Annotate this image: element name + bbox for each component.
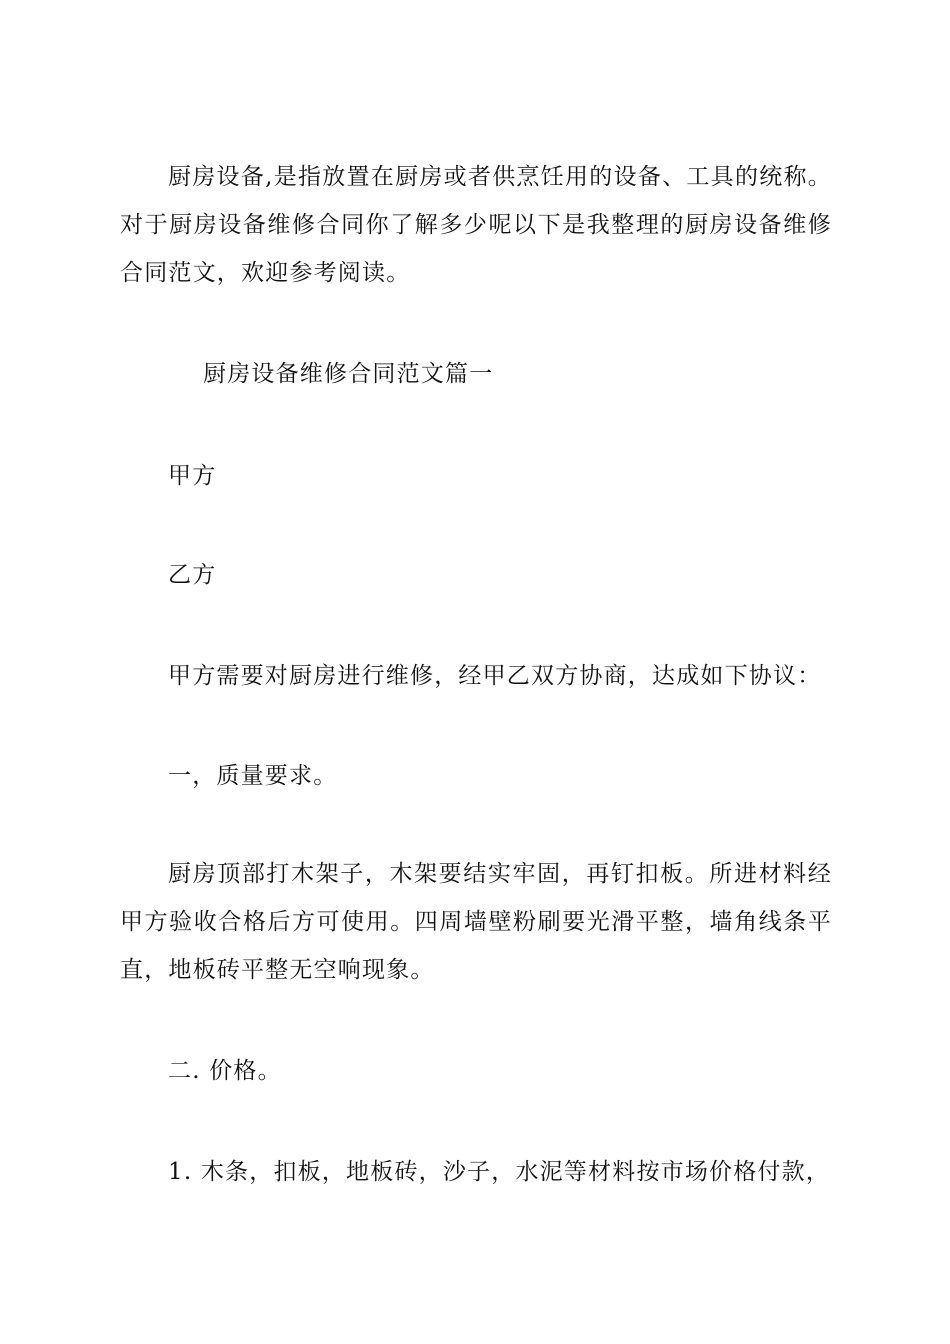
clause-2-heading: 二. 价格。 (168, 1058, 282, 1084)
section-title: 厨房设备维修合同范文篇一 (203, 361, 494, 387)
agreement-intro: 甲方需要对厨房进行维修，经甲乙双方协商，达成如下协议： (168, 663, 822, 689)
intro-paragraph: 厨房设备,是指放置在厨房或者供烹饪用的设备、工具的统称。对于厨房设备维修合同你了解多少呢以下是我整理的厨房设备维修合同范文，欢迎参考阅读。 (120, 164, 832, 286)
clause-1-body: 厨房顶部打木架子，木架要结实牢固，再钉扣板。所进材料经甲方验收合格后方可使用。四周墙壁粉刷要光滑平整，墙角线条平直，地板砖平整无空响现象。 (120, 861, 832, 983)
clause-2-item-1: 1. 木条，扣板，地板砖，沙子，水泥等材料按市场价格付款， (168, 1159, 831, 1185)
party-b-label: 乙方 (168, 562, 217, 588)
party-a-label: 甲方 (168, 463, 217, 489)
clause-1-heading: 一，质量要求。 (168, 763, 338, 789)
